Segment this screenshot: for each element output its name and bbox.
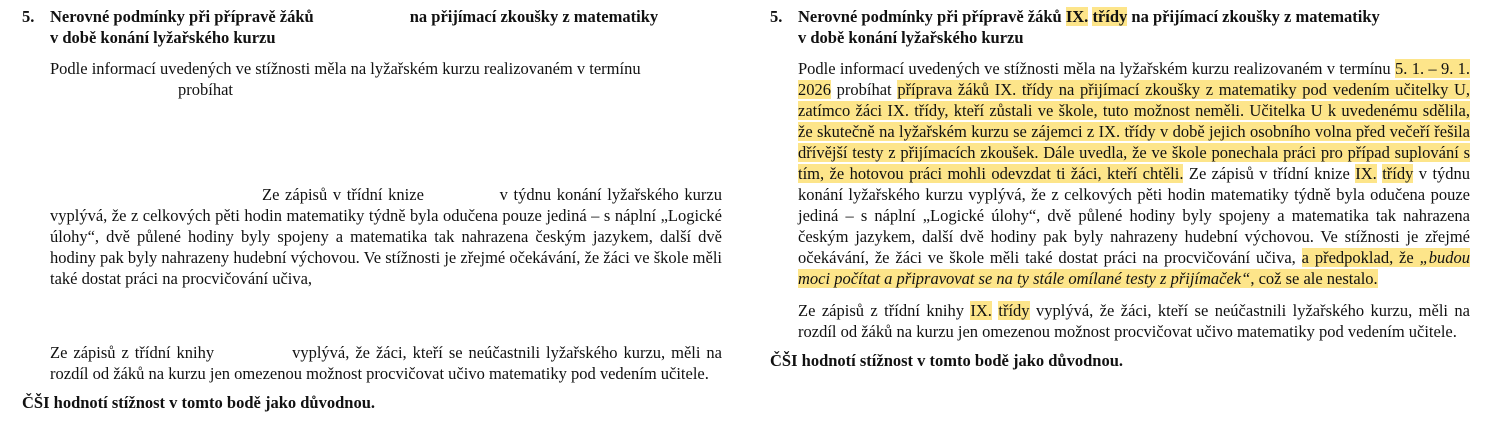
heading-text-c: v době konání lyžařského kurzu [50,28,276,47]
highlight-expectation: a předpoklad, že „budou moci počítat a připravovat se na ty stále omílané testy z přijímaček“, což se ale nestalo. [798,248,1470,288]
highlight-class: třídy [1382,164,1414,183]
highlight-statement: příprava žáků IX. třídy na přijímací zkoušky z matematiky pod vedením učitelky U, zatímco žáci IX. třídy, kteří zůstali ve škole, tuto možnost neměli. Učitelka U k uvedenému sdělila, že skutečně na lyžařském kurzu se zájemci z IX. třídy v době jejich osobního volna před večeří řešila dřívější testy z přijímacích zkoušek. Dále uvedla, že ve škole ponechala práci pro případ suplování s tím, že hotovou práci mohli odevzdat ti žáci, kteří chtěli. [798,80,1471,183]
paragraph-class-book: Ze zápisů z třídní knihy IX. třídy vyplývá, že žáci, kteří se neúčastnili lyžařského kurzu, měli na rozdíl od žáků na kurzu jen omezenou možnost procvičovat učivo matematiky pod vedením učitele. [798,301,1471,341]
section-number: 5. [22,7,35,26]
section-heading: 5. Nerovné podmínky při přípravě žáků IX. třídy na přijímací zkoušky z matematiky v době konání lyžařského kurzu [770,7,1380,47]
quote-text: „budou moci počítat a připravovat se na ty stále omílané testy z přijímaček“ [798,248,1470,288]
redacted-document-column [22,6,722,413]
highlight-class: třídy [1092,7,1128,26]
highlight-class: IX. [1065,7,1089,26]
verdict-statement: ČŠI hodnotí stížnost v tomto bodě jako důvodnou. [770,351,1124,370]
heading-text-a: Nerovné podmínky při přípravě žáků [50,7,314,26]
section-heading [22,6,722,48]
highlight-dates: 5. 1. – 9. 1. 2026 [798,59,1471,99]
highlight-class: IX. [1355,164,1377,183]
paragraph-complaint: Podle informací uvedených ve stížnosti měla na lyžařském kurzu realizovaném v termínu 5. 1. – 9. 1. 2026 probíhat příprava žáků IX. třídy na přijímací zkoušky z matematiky pod vedením učitelky U, zatímco žáci IX. třídy, kteří zůstali ve škole, tuto možnost neměli. Učitelka U k uvedenému sdělila, že skutečně na lyžařském kurzu se zájemci z IX. třídy v době jejich osobního volna před večeří řešila dřívější testy z přijímacích zkoušek. Dále uvedla, že ve škole ponechala práci pro případ suplování s tím, že hotovou práci mohli odevzdat ti žáci, kteří chtěli. Ze zápisů v třídní knize IX. třídy v týdnu konání lyžařského kurzu vyplývá, že z celkových pěti hodin matematiky týdně byla odučena pouze jediná – s náplní „Logické úlohy“, dvě půlené hodiny byly spojeny a matematika tak nahrazena českým jazykem, další dvě hodiny pak byly nahrazeny hudební výchovou. Ve stížnosti je zřejmé očekávání, že žáci ve škole měli také dostat práci na procvičování učiva, a předpoklad, že „budou moci počítat a připravovat se na ty stále omílané testy z přijímaček“, což se ale nestalo. [798,59,1471,288]
highlight-class: třídy [998,301,1030,320]
section-number: 5. [770,7,783,26]
paragraph-class-book: Ze zápisů z třídní knihy vyplývá, že žáci, kteří se neúčastnili lyžařského kurzu, měli na rozdíl od žáků na kurzu jen omezenou možnost procvičovat učivo matematiky pod vedením učitele. [50,343,722,383]
heading-text-b: na přijímací zkoušky z matematiky [409,7,659,26]
highlighted-document-column [770,6,1470,371]
highlight-class: IX. [970,301,992,320]
verdict-statement: ČŠI hodnotí stížnost v tomto bodě jako důvodnou. [22,393,376,412]
paragraph-complaint: Podle informací uvedených ve stížnosti měla na lyžařském kurzu realizovaném v termínu probíhat Ze zápisů v třídní knize v týdnu konání lyžařského kurzu vyplývá, že z celkových pěti hodin matematiky týdně byla odučena pouze jediná – s náplní „Logické úlohy“, dvě půlené hodiny byly spojeny a matematika tak nahrazena českým jazykem, další dvě hodiny pak byly nahrazeny hudební výchovou. Ve stížnosti je zřejmé očekávání, že žáci ve škole měli také dostat práci na procvičování učiva, [50,59,722,288]
